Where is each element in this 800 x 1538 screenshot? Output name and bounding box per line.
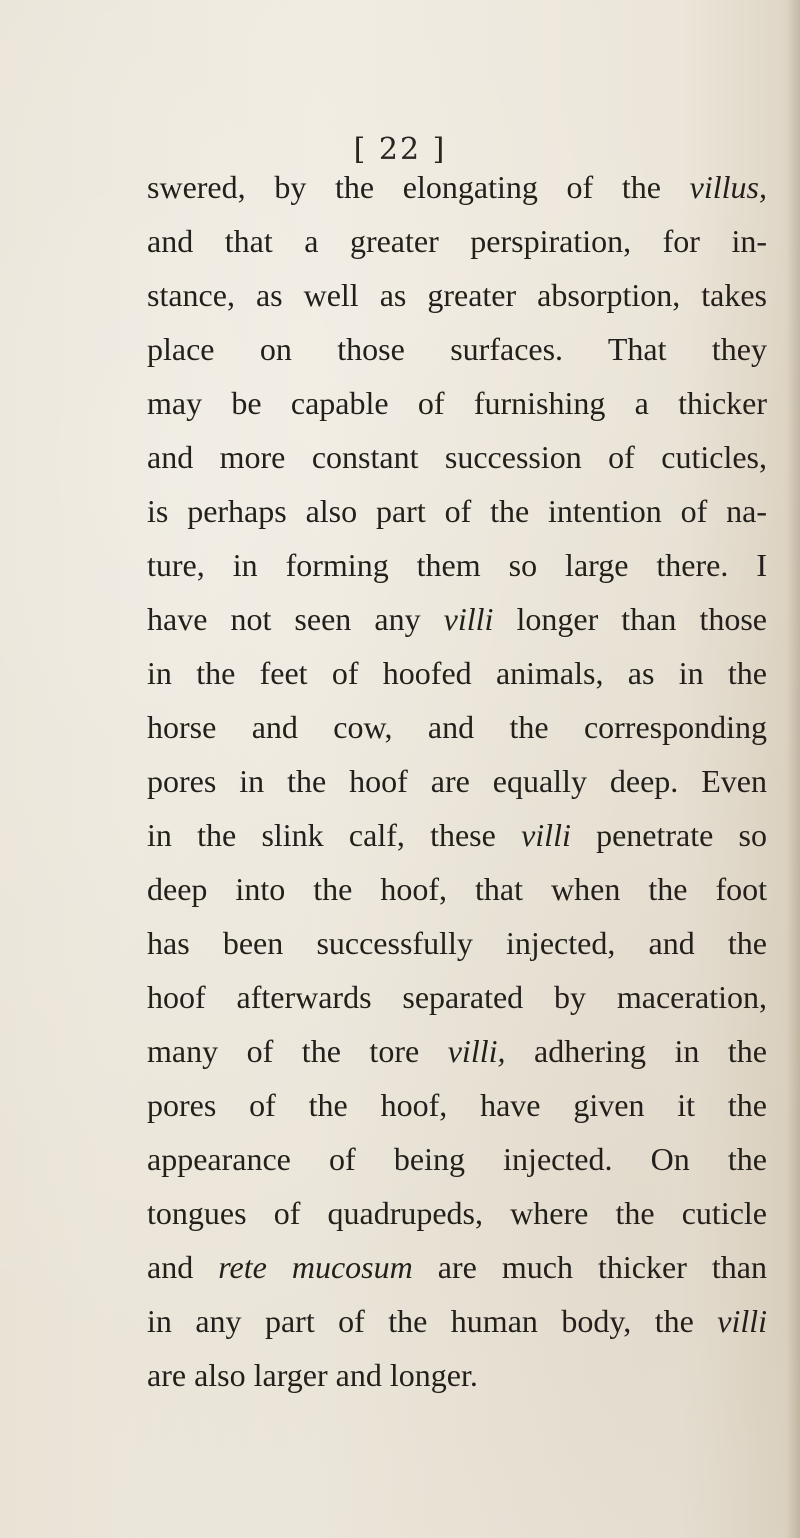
text-line: [147, 1240, 767, 1294]
page-edge-shadow: [786, 0, 800, 1538]
text-run: many of the tore: [147, 1033, 448, 1069]
text-run: swered, by the elongating of the: [147, 169, 690, 205]
text-line: [147, 808, 767, 862]
text-line: [147, 484, 767, 538]
text-line: [147, 1078, 767, 1132]
text-line: [147, 322, 767, 376]
body-text: [147, 160, 767, 1402]
text-line: [147, 214, 767, 268]
italic-term: rete mucosum: [218, 1249, 413, 1285]
text-line: [147, 430, 767, 484]
text-run: adhering in the: [505, 1033, 768, 1069]
text-run: place on those surfaces. That they: [147, 331, 767, 367]
text-run: is perhaps also part of the intention of na-: [147, 493, 767, 529]
text-run: in any part of the human body, the: [147, 1303, 718, 1339]
italic-term: villi,: [447, 1033, 506, 1069]
italic-term: villi: [521, 817, 571, 853]
text-line: [147, 754, 767, 808]
text-line: [147, 1024, 767, 1078]
text-line: [147, 970, 767, 1024]
text-line: [147, 592, 767, 646]
text-line: [147, 268, 767, 322]
text-run: has been successfully injected, and the: [147, 925, 767, 961]
text-run: are also larger and longer.: [147, 1357, 478, 1393]
text-run: may be capable of furnishing a thicker: [147, 385, 767, 421]
italic-term: villus,: [689, 169, 767, 205]
text-line: [147, 1348, 767, 1402]
text-line: [147, 700, 767, 754]
italic-term: villi: [717, 1303, 767, 1339]
text-run: in the slink calf, these: [147, 817, 522, 853]
text-line: [147, 862, 767, 916]
text-run: longer than those: [493, 601, 768, 637]
text-line: [147, 160, 767, 214]
text-run: in the feet of hoofed animals, as in the: [147, 655, 767, 691]
text-run: penetrate so: [570, 817, 768, 853]
text-line: [147, 646, 767, 700]
italic-term: villi: [443, 601, 494, 637]
text-line: [147, 1294, 767, 1348]
text-run: and that a greater perspiration, for in-: [147, 223, 767, 259]
text-run: and more constant succession of cuticles,: [147, 439, 767, 475]
text-line: [147, 1132, 767, 1186]
text-run: pores in the hoof are equally deep. Even: [147, 763, 767, 799]
text-run: ture, in forming them so large there. I: [147, 547, 767, 583]
text-run: pores of the hoof, have given it the: [147, 1087, 767, 1123]
text-run: hoof afterwards separated by maceration,: [147, 979, 767, 1015]
text-run: have not seen any: [147, 601, 444, 637]
text-run: stance, as well as greater absorption, takes: [147, 277, 767, 313]
text-run: tongues of quadrupeds, where the cuticle: [147, 1195, 767, 1231]
page-number-header: [ 22 ]: [353, 132, 447, 167]
text-line: [147, 1186, 767, 1240]
text-run: appearance of being injected. On the: [147, 1141, 767, 1177]
text-line: [147, 538, 767, 592]
text-run: and: [147, 1249, 219, 1285]
text-run: are much thicker than: [412, 1249, 768, 1285]
text-run: horse and cow, and the corresponding: [147, 709, 767, 745]
text-line: [147, 916, 767, 970]
text-run: deep into the hoof, that when the foot: [147, 871, 767, 907]
text-line: [147, 376, 767, 430]
